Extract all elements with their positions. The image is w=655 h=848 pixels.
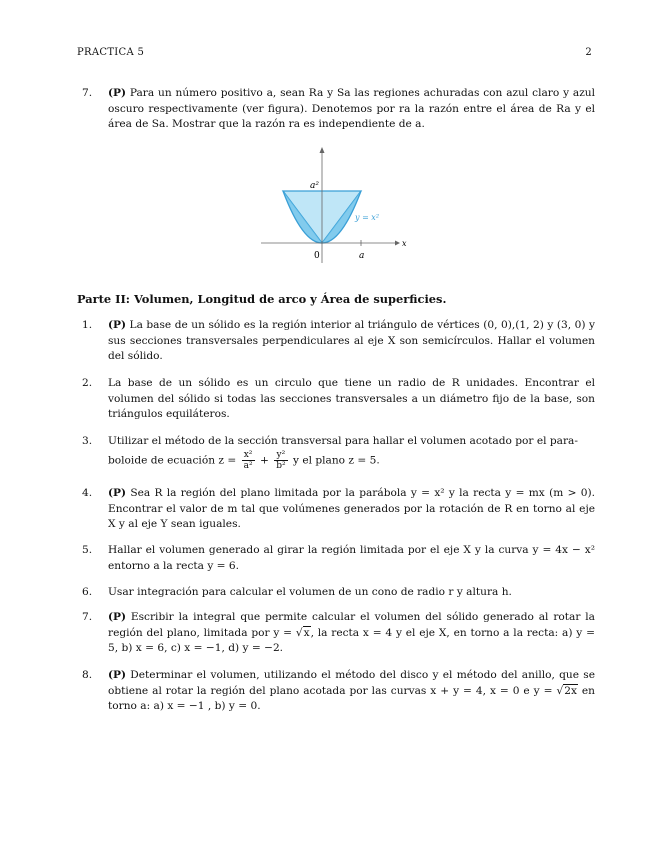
item-text-a: Determinar el volumen, utilizando el método del disco y el método del anillo, que se obtiene al rotar la región del plano acotada por las curvas x + y = 4, x = 0 e y = [108,669,595,697]
fraction-y2-b2: $\frac{\text{y²}}{\text{b²}}$ [276,449,286,471]
item-text-b: en torno a: a) x = −1 , b) y = 0. [108,684,595,712]
item-prefix: (P) [108,87,126,99]
item-text: Sea R la región del plano limitada por la parábola y = x² y la recta y = mx (m > 0). Encontrar el valor de m tal que volúmenes generados por la rotación de R en torno al eje X y al eje Y sean iguales. [108,487,595,530]
sqrt-2x: 2x [564,684,577,697]
item-prefix: (P) [108,487,126,499]
exercise-4 [82,486,595,533]
parabola-figure [255,145,415,270]
section-title: Parte II: Volumen, Longitud de arco y Área de superficies. [77,292,447,306]
item-text-a: Utilizar el método de la sección transversal para hallar el volumen acotado por el para- [108,435,578,447]
exercise-7: 7. (P) Escribir la integral que permite calcular el volumen del sólido generado al rotar la región del plano, limitada por y = √x, la recta x = 4 y el eje X, en torno a la recta: a) y = 5, b) x = 6, c) x = −1, d) y = −2. [82,611,595,654]
y-axis-arrow [320,147,325,153]
item-text: Para un número positivo a, sean Ra y Sa las regiones achuradas con azul claro y azul oscuro respectivamente (ver figura). Denotemos por ra la razón entre el área de Ra y el área de Sa. Mostrar que la razón ra es independiente de a. [108,87,595,130]
page-number: 2 [585,47,592,58]
item-number: 3. [82,435,93,447]
header-title: PRACTICA 5 [77,47,145,58]
exercise-3 [82,434,595,471]
item-number: 8. [82,669,93,681]
item-text-a: Escribir la integral que permite calcular el volumen del sólido generado al rotar la región del plano, limitada por y = [108,611,595,639]
label-x: x [402,239,407,248]
exercise-7-part1 [82,86,595,133]
item-prefix: (P) [108,319,126,331]
item-prefix: (P) [108,669,126,681]
item-text: La base de un sólido es un circulo que tiene un radio de R unidades. Encontrar el volumen del sólido si todas las secciones transversales a un diámetro fijo de la base, son triángulos equiláteros. [108,377,595,420]
label-curve: y = x² [355,213,380,222]
item-text-c: y el plano z = 5. [292,454,380,466]
item-number: 7. [82,611,93,623]
item-text: Usar integración para calcular el volumen de un cono de radio r y altura h. [108,586,512,598]
item-number: 4. [82,487,93,499]
fraction-x2-a2: $\frac{\text{x²}}{\text{a²}}$ [243,449,253,471]
item-number: 6. [82,586,93,598]
item-prefix: (P) [108,611,126,623]
label-origin: 0 [314,251,320,261]
label-a: a [359,251,365,261]
exercise-6 [82,585,595,601]
exercise-5 [82,543,595,574]
exercise-1 [82,318,595,365]
item-number: 5. [82,544,93,556]
item-text-b: boloide de ecuación z = [108,454,237,466]
item-number: 1. [82,319,93,331]
sqrt-x: x [303,626,310,639]
x-axis-arrow [395,241,400,246]
item-text-b: , la recta x = 4 y el eje X, en torno a la recta: a) y = 5, b) x = 6, c) x = −1, d) y = −2. [108,626,595,654]
item-number: 2. [82,377,93,389]
item-text: La base de un sólido es la región interior al triángulo de vértices (0, 0),(1, 2) y (3, 0) y sus secciones transversales perpendiculares al eje X son semicírculos. Hallar el volumen del sólido. [108,319,595,362]
item-text: Hallar el volumen generado al girar la región limitada por el eje X y la curva y = 4x − x² entorno a la recta y = 6. [108,544,595,572]
label-a2: a² [310,181,319,191]
plus-sign: + [259,454,269,466]
item-number: 7. [82,87,93,99]
exercise-2 [82,376,595,423]
exercise-8: 8. (P) Determinar el volumen, utilizando el método del disco y el método del anillo, que se obtiene al rotar la región del plano acotada por las curvas x + y = 4, x = 0 e y = √2x en torno a: a) x = −1 , b) y = 0. [82,669,595,712]
